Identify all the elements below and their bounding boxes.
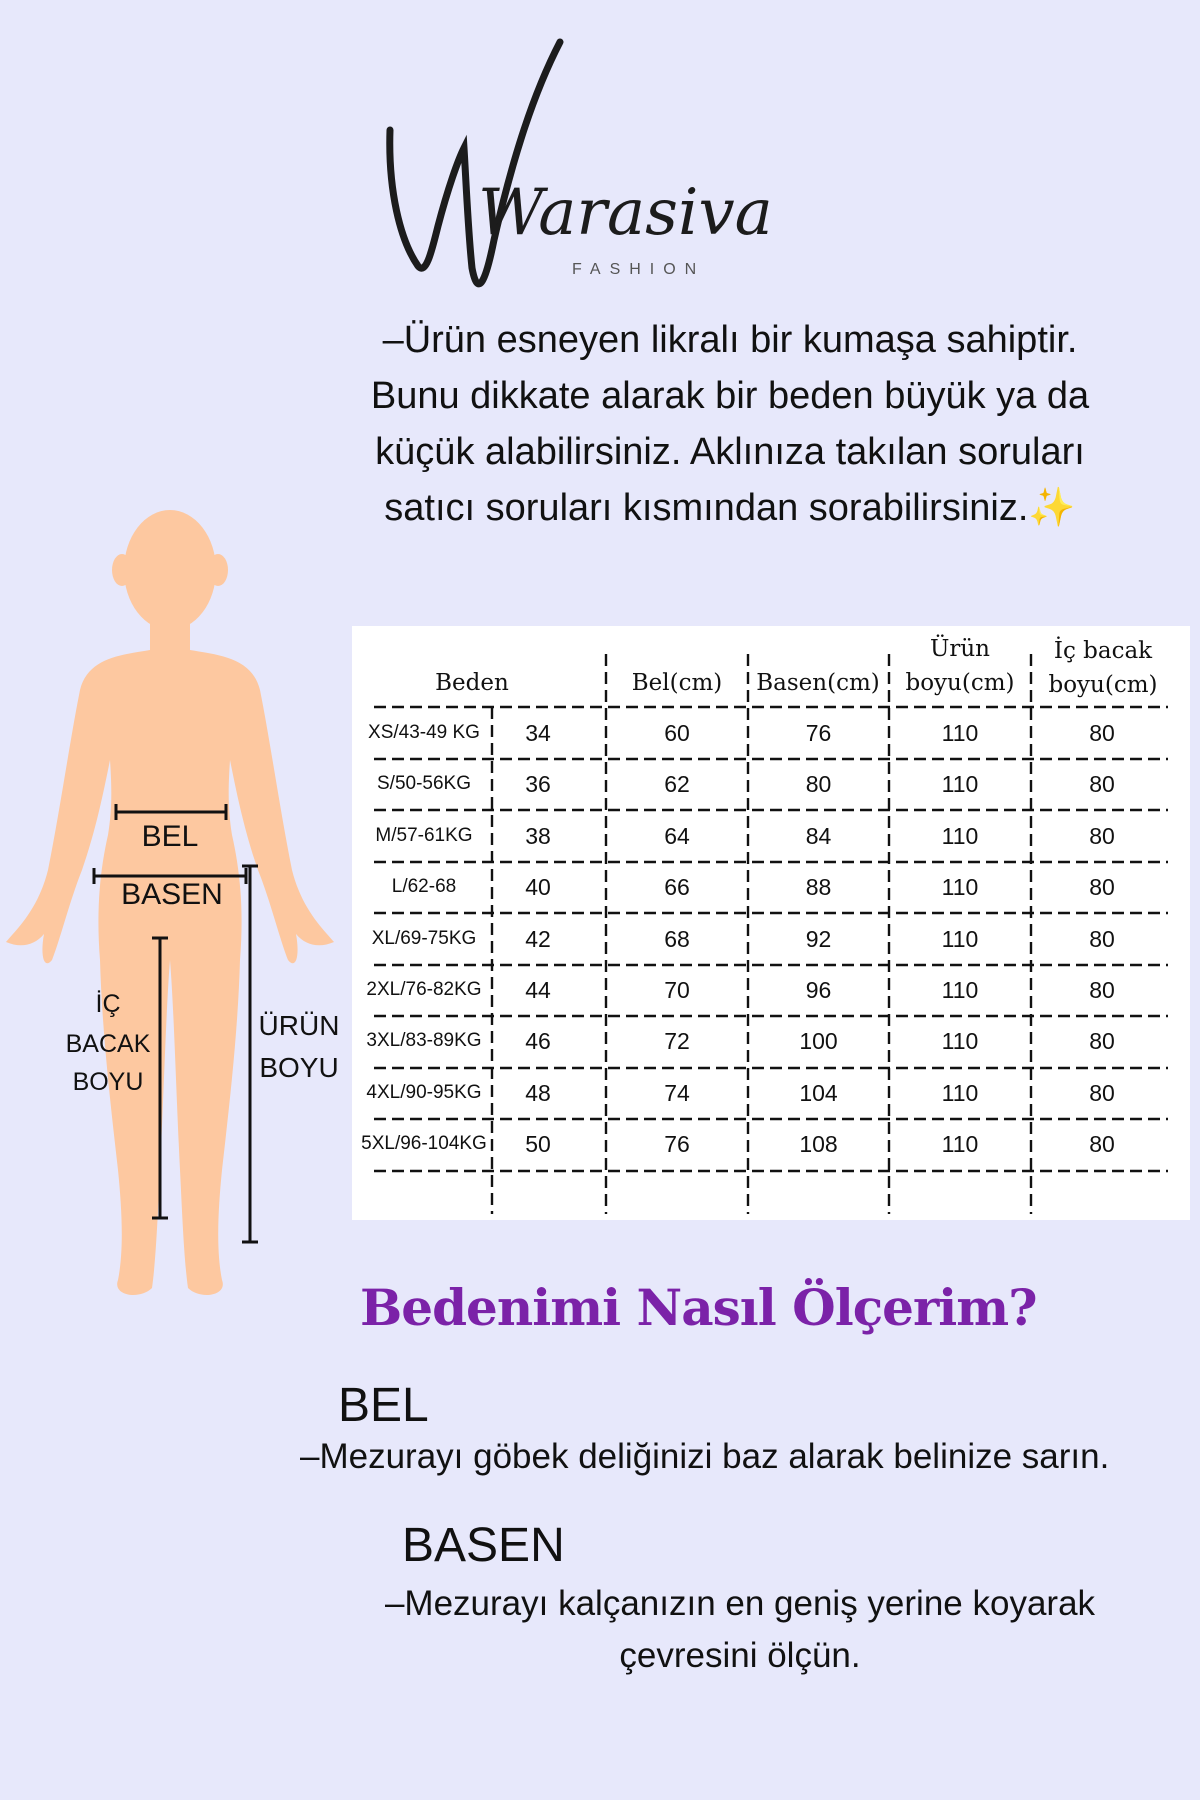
table-cell-num: 44 [525, 977, 551, 1003]
table-cell-size: 5XL/96-104KG [361, 1133, 487, 1155]
table-cell-num: 42 [525, 925, 551, 952]
table-cell-size: M/57-61KG [375, 824, 473, 846]
table-cell-size: S/50-56KG [377, 773, 471, 795]
table-cell-ic: 80 [1089, 771, 1115, 798]
table-cell-num: 46 [525, 1028, 551, 1055]
table-cell-num: 50 [525, 1131, 551, 1158]
table-cell-basen: 76 [805, 720, 832, 746]
table-cell-urun: 110 [941, 1131, 979, 1158]
table-cell-ic: 80 [1089, 1079, 1115, 1106]
table-cell-basen: 80 [805, 771, 832, 798]
table-cell-urun: 110 [941, 1028, 979, 1055]
table-cell-size: 3XL/83-89KG [366, 1030, 482, 1052]
table-cell-urun: 110 [941, 977, 979, 1003]
table-cell-bel: 72 [664, 1028, 690, 1055]
intro-line: satıcı soruları kısmından sorabilirsiniz.✨ [384, 487, 1076, 529]
table-cell-basen: 88 [805, 874, 832, 901]
intro-line: –Ürün esneyen likralı bir kumaşa sahiptir. [382, 319, 1078, 361]
table-cell-ic: 80 [1089, 977, 1115, 1003]
brand-logo [360, 30, 820, 320]
table-cell-size: XL/69-75KG [371, 927, 477, 949]
table-cell-ic: 80 [1089, 1131, 1115, 1158]
table-cell-size: XS/43-49 KG [368, 722, 480, 743]
brand-name: Warasiva [478, 176, 773, 250]
header-ic-bacak-line2: boyu(cm) [1048, 672, 1158, 698]
table-cell-size: 2XL/76-82KG [366, 979, 482, 1000]
basen-heading: BASEN [402, 1519, 565, 1572]
table-cell-ic: 80 [1089, 1028, 1115, 1055]
intro-line: Bunu dikkate alarak bir beden büyük ya da [370, 375, 1090, 417]
header-urun-line2: boyu(cm) [905, 670, 1015, 696]
label-ic-bacak-line1: İÇ [95, 990, 121, 1018]
body-measurement-figure [0, 490, 360, 1320]
header-urun-line1: Ürün [929, 636, 990, 662]
header-bel: Bel(cm) [631, 670, 723, 696]
table-cell-bel: 68 [664, 925, 690, 952]
table-cell-num: 34 [525, 720, 551, 746]
intro-line: küçük alabilirsiniz. Aklınıza takılan soruları [375, 431, 1085, 473]
table-cell-ic: 80 [1089, 874, 1115, 901]
table-cell-bel: 70 [664, 977, 690, 1003]
table-cell-basen: 96 [805, 977, 832, 1003]
table-cell-bel: 66 [664, 874, 690, 901]
table-cell-num: 36 [525, 771, 551, 798]
table-cell-urun: 110 [941, 1079, 979, 1106]
table-cell-urun: 110 [941, 720, 979, 746]
table-cell-bel: 60 [664, 720, 690, 746]
label-ic-bacak-line3: BOYU [72, 1068, 144, 1096]
label-urun-boyu-line1: ÜRÜN [258, 1010, 340, 1041]
label-basen: BASEN [121, 878, 223, 911]
table-cell-basen: 100 [799, 1028, 838, 1055]
table-cell-urun: 110 [941, 925, 979, 952]
label-bel: BEL [141, 820, 199, 853]
table-cell-basen: 92 [805, 925, 832, 952]
table-cell-bel: 62 [664, 771, 690, 798]
table-cell-ic: 80 [1089, 822, 1115, 849]
table-cell-bel: 76 [664, 1131, 690, 1158]
table-cell-urun: 110 [941, 874, 979, 901]
table-cell-basen: 108 [799, 1131, 838, 1158]
table-cell-bel: 74 [664, 1079, 690, 1106]
how-to-measure-title: Bedenimi Nasıl Ölçerim? [360, 1278, 1037, 1337]
table-cell-basen: 84 [805, 822, 832, 849]
table-cell-basen: 104 [799, 1079, 838, 1106]
table-cell-size: L/62-68 [391, 876, 457, 898]
table-cell-ic: 80 [1089, 925, 1115, 952]
label-urun-boyu-line2: BOYU [259, 1052, 339, 1083]
table-cell-ic: 80 [1089, 720, 1115, 746]
header-basen: Basen(cm) [756, 670, 880, 696]
table-cell-urun: 110 [941, 771, 979, 798]
size-table [352, 626, 1190, 1220]
table-cell-urun: 110 [941, 822, 979, 849]
label-ic-bacak-line2: BACAK [65, 1030, 151, 1058]
table-cell-num: 40 [525, 874, 551, 901]
header-beden: Beden [435, 670, 509, 696]
bel-instructions: –Mezurayı göbek deliğinizi baz alarak belinize sarın. [300, 1437, 1110, 1476]
brand-logo-mark [360, 30, 820, 320]
brand-subtitle: FASHION [572, 261, 706, 278]
intro-paragraph [320, 312, 1140, 536]
header-ic-bacak-line1: İç bacak [1053, 638, 1153, 664]
table-cell-num: 38 [525, 822, 551, 849]
table-cell-size: 4XL/90-95KG [366, 1081, 482, 1103]
bel-heading: BEL [338, 1379, 429, 1432]
basen-instructions: –Mezurayı kalçanızın en geniş yerine koyarak çevresini ölçün. [384, 1584, 1096, 1675]
table-cell-num: 48 [525, 1079, 551, 1106]
table-cell-bel: 64 [664, 822, 690, 849]
